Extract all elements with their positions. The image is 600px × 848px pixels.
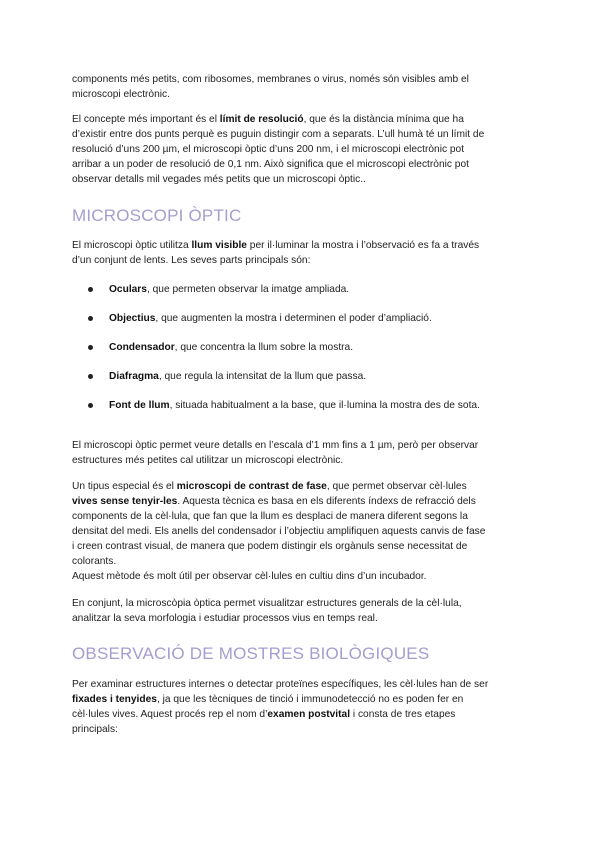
list-item-text xyxy=(109,398,539,413)
text-line: colorants. xyxy=(72,556,117,567)
bold-term: Condensador xyxy=(109,342,175,353)
list-item-text xyxy=(109,340,539,355)
bold-term: Oculars xyxy=(109,284,147,295)
text-line: resolució d’uns 200 µm, el microscopi òptic d’uns 200 nm, i el microscopi electrònic pot xyxy=(72,144,465,155)
text-run: , que és la distància mínima que ha xyxy=(303,114,464,125)
text-line: Per examinar estructures internes o detectar proteïnes específiques, les cèl·lules han de ser xyxy=(72,679,489,690)
list-item-text xyxy=(109,369,539,384)
text-line: d’un conjunt de lents. Les seves parts principals són: xyxy=(72,255,311,266)
section-heading-optical-microscope: MICROSCOPI ÒPTIC xyxy=(72,206,242,225)
bold-term: vives sense tenyir-les xyxy=(72,496,178,507)
bullet-dot-icon xyxy=(88,345,93,350)
paragraph-phase-contrast xyxy=(72,479,532,584)
bold-term: llum visible xyxy=(191,240,247,251)
bold-term: Objectius xyxy=(109,313,156,324)
text-line: components de la cèl·lula, que fan que la llum es desplaci de manera diferent segons la xyxy=(72,511,468,522)
list-item-text xyxy=(109,311,539,326)
text-line: i creen contrast visual, de manera que podem distingir els orgànuls sense necessitat de xyxy=(72,541,468,552)
text-line: d’existir entre dos punts perquè es puguin distingir com a separats. L’ull humà té un límit de xyxy=(72,129,485,140)
text-line: Aquest mètode és molt útil per observar cèl·lules en cultiu dins d’un incubador. xyxy=(72,571,427,582)
text-line: El microscopi òptic permet veure detalls en l’escala d’1 mm fins a 1 µm, però per observar xyxy=(72,440,479,451)
text-line: densitat del medi. Els anells del condensador i l’objectiu amplifiquen aquests canvis de fase xyxy=(72,526,486,537)
bullet-dot-icon xyxy=(88,403,93,408)
text-run: , ja que les tècniques de tinció i immunodetecció no es poden fer en xyxy=(156,694,464,705)
paragraph-intro-continuation xyxy=(72,72,532,102)
list-item-text xyxy=(109,282,539,297)
bold-term: fixades i tenyides xyxy=(72,694,157,705)
text-run: per il·luminar la mostra i l’observació es fa a través xyxy=(246,240,480,251)
paragraph-resolution-limit xyxy=(72,112,532,187)
bullet-dot-icon xyxy=(88,374,93,379)
text-line: observar detalls mil vegades més petits que un microscopi òptic.. xyxy=(72,174,366,185)
paragraph-optical-summary xyxy=(72,596,532,626)
paragraph-sample-observation xyxy=(72,677,532,737)
bullet-dot-icon xyxy=(88,287,93,292)
text-run: , que concentra la llum sobre la mostra. xyxy=(174,342,354,353)
text-line xyxy=(72,707,532,722)
text-run: . Aquesta tècnica es basa en els diferents índexs de refracció dels xyxy=(177,496,476,507)
text-line: analitzar la seva morfologia i estudiar processos vius en temps real. xyxy=(72,613,378,624)
bold-term: examen postvital xyxy=(267,709,351,720)
text-run: i consta de tres etapes xyxy=(350,709,456,720)
text-line: components més petits, com ribosomes, membranes o virus, només són visibles amb el xyxy=(72,74,469,85)
section-heading-biological-samples: OBSERVACIÓ DE MOSTRES BIOLÒGIQUES xyxy=(72,644,430,663)
text-run: Un tipus especial és el xyxy=(72,481,177,492)
bold-term: Font de llum xyxy=(109,400,170,411)
bold-term: Diafragma xyxy=(109,371,159,382)
paragraph-optical-scale xyxy=(72,438,532,468)
text-line: estructures més petites cal utilitzar un microscopi electrònic. xyxy=(72,455,344,466)
text-line xyxy=(72,238,532,253)
bold-term: microscopi de contrast de fase xyxy=(176,481,327,492)
text-run: cèl·lules vives. Aquest procés rep el nom d’ xyxy=(72,709,268,720)
text-run: El microscopi òptic utilitza xyxy=(72,240,192,251)
text-run: , que permeten observar la imatge ampliada. xyxy=(146,284,350,295)
text-line xyxy=(72,692,532,707)
text-run: , que augmenten la mostra i determinen el poder d’ampliació. xyxy=(155,313,432,324)
text-run: El concepte més important és el xyxy=(72,114,220,125)
text-line: arribar a un poder de resolució de 0,1 nm. Això significa que el microscopi electrònic pot xyxy=(72,159,469,170)
text-line xyxy=(72,479,532,494)
text-line: microscopi electrònic. xyxy=(72,89,170,100)
text-line: principals: xyxy=(72,724,118,735)
text-run: , que regula la intensitat de la llum que passa. xyxy=(158,371,367,382)
text-line xyxy=(72,112,532,127)
paragraph-optical-intro xyxy=(72,238,532,268)
text-line: En conjunt, la microscòpia òptica permet visualitzar estructures generals de la cèl·lula, xyxy=(72,598,462,609)
text-run: , situada habitualment a la base, que il·lumina la mostra des de sota. xyxy=(169,400,480,411)
bold-term: límit de resolució xyxy=(219,114,304,125)
text-line xyxy=(72,494,532,509)
bullet-dot-icon xyxy=(88,316,93,321)
text-run: , que permet observar cèl·lules xyxy=(326,481,467,492)
